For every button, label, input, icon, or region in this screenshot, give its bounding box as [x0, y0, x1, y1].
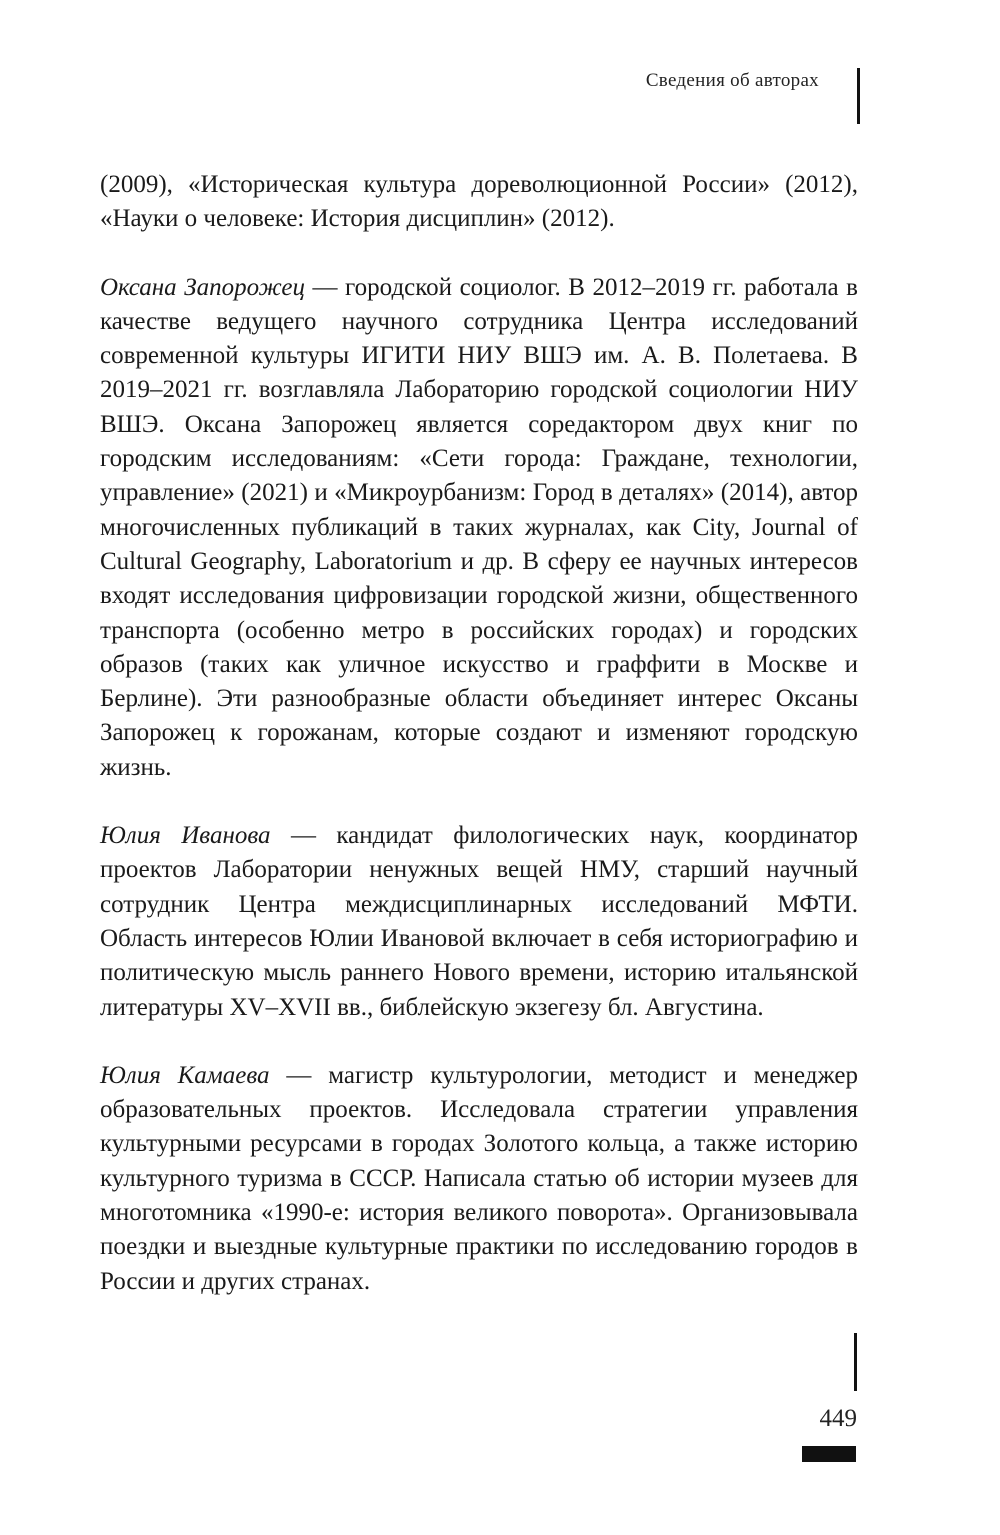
page-number: 449	[819, 1405, 857, 1432]
author-bio: — городской социолог. В 2012–2019 гг. работала в качестве ведущего научного сотрудника Центра исследований современной культуры ИГИТИ НИУ ВШЭ им. А. В. Полетаева. В 2019–2021 гг. возглавляла Лабораторию городской социологии НИУ ВШЭ. Оксана Запорожец является соредактором двух книг по городским исследованиям: «Сети города: Граждане, технологии, управление» (2021) и «Микроурбанизм: Город в деталях» (2014), автор многочисленных публикаций в таких журналах, как City, Journal of Cultural Geography, Laboratorium и др. В сферу ее научных интересов входят исследования цифровизации городской жизни, общественного транспорта (особенно метро в российских городах) и городских образов (таких как уличное искусство и граффити в Москве и Берлине). Эти разнообразные области объединяет интерес Оксаны Запорожец к горожанам, которые создают и изменяют городскую жизнь.	[100, 273, 858, 781]
text-body	[100, 168, 858, 1333]
intro-paragraph: (2009), «Историческая культура дореволюционной России» (2012), «Науки о человеке: История дисциплин» (2012).	[100, 171, 858, 233]
author-entry-ivanova	[100, 819, 858, 1025]
running-header: Сведения об авторах	[645, 70, 819, 91]
author-entry-zaporozhets	[100, 271, 858, 785]
author-bio: — магистр культурологии, методист и менеджер образовательных проектов. Исследовала стратегии управления культурными ресурсами в городах Золотого кольца, а также историю культурного туризма в СССР. Написала статью об истории музеев для многотомника «1990-е: история великого поворота». Организовывала поездки и выездные культурные практики по исследованию городов в России и других странах.	[100, 1061, 858, 1295]
author-name: Юлия Камаева	[100, 1061, 270, 1089]
author-bio: — кандидат филологических наук, координатор проектов Лаборатории ненужных вещей НМУ, старший научный сотрудник Центра междисциплинарных исследований МФТИ. Область интересов Юлии Ивановой включает в себя историографию и политическую мысль раннего Нового времени, историю итальянской литературы XV–XVII вв., библейскую экзегезу бл. Августина.	[100, 822, 858, 1021]
footer-rule	[854, 1333, 857, 1391]
page-marker-bar	[802, 1446, 856, 1462]
author-name: Оксана Запорожец	[100, 273, 305, 301]
author-name: Юлия Иванова	[100, 822, 271, 850]
header-rule	[857, 68, 860, 124]
author-entry-kamaeva	[100, 1059, 858, 1299]
